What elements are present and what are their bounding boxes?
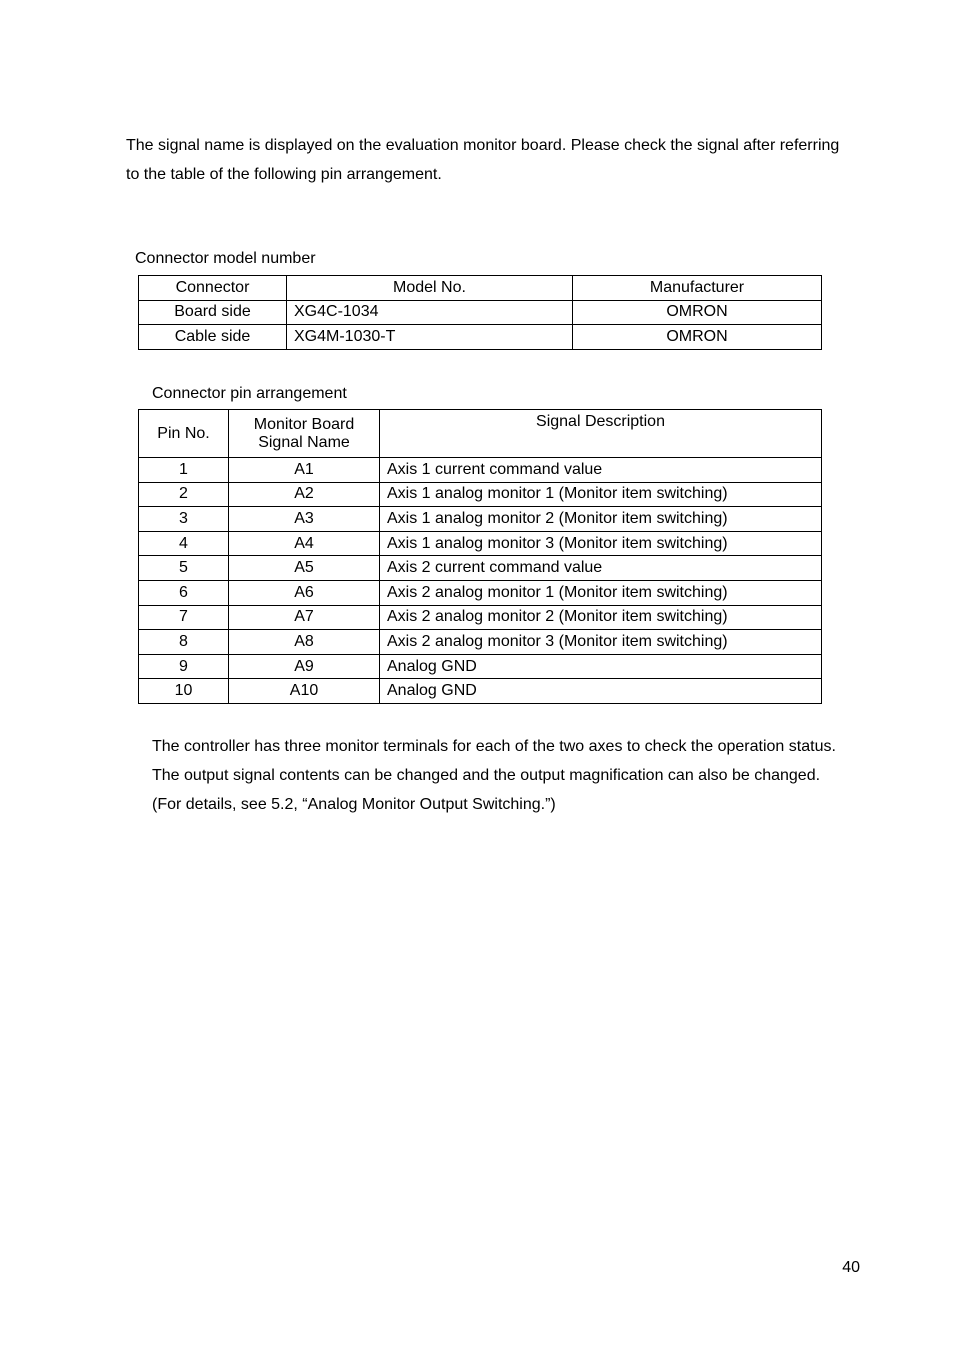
table-cell: Axis 1 analog monitor 3 (Monitor item switching) xyxy=(380,531,822,556)
table-cell: A5 xyxy=(229,556,380,581)
table-cell: Axis 1 analog monitor 2 (Monitor item switching) xyxy=(380,507,822,532)
connector-model-table xyxy=(138,275,822,350)
table-cell: A7 xyxy=(229,605,380,630)
table-row xyxy=(139,300,822,325)
table-cell: 8 xyxy=(139,630,229,655)
table-cell: A8 xyxy=(229,630,380,655)
header-cell: Model No. xyxy=(287,276,573,301)
connector-model-caption: Connector model number xyxy=(135,250,316,267)
footer-line: The output signal contents can be changed and the output magnification can also be changed. xyxy=(152,767,821,784)
header-cell: Signal Description xyxy=(380,410,822,458)
table-row xyxy=(139,605,822,630)
table-row xyxy=(139,531,822,556)
table-cell: Axis 2 analog monitor 1 (Monitor item switching) xyxy=(380,580,822,605)
table-cell: 10 xyxy=(139,679,229,704)
table-cell: Axis 2 current command value xyxy=(380,556,822,581)
table-row xyxy=(139,630,822,655)
table-cell: 7 xyxy=(139,605,229,630)
table-row xyxy=(139,580,822,605)
table-cell: Axis 2 analog monitor 2 (Monitor item switching) xyxy=(380,605,822,630)
header-cell: Manufacturer xyxy=(573,276,822,301)
header-line: Signal Name xyxy=(258,433,350,451)
table-cell: XG4C-1034 xyxy=(287,300,573,325)
table-row xyxy=(139,482,822,507)
table-cell: 5 xyxy=(139,556,229,581)
table-header-row xyxy=(139,410,822,458)
table-cell: A4 xyxy=(229,531,380,556)
table-cell: A10 xyxy=(229,679,380,704)
table-cell: 4 xyxy=(139,531,229,556)
table-cell: OMRON xyxy=(573,300,822,325)
footer-line: (For details, see 5.2, “Analog Monitor Output Switching.”) xyxy=(152,796,556,813)
table-cell: 3 xyxy=(139,507,229,532)
table-cell: A6 xyxy=(229,580,380,605)
table-cell: OMRON xyxy=(573,325,822,350)
table-cell: A2 xyxy=(229,482,380,507)
table-cell: Analog GND xyxy=(380,654,822,679)
table-cell: Analog GND xyxy=(380,679,822,704)
table-cell: Axis 1 analog monitor 1 (Monitor item switching) xyxy=(380,482,822,507)
header-cell: Pin No. xyxy=(139,410,229,458)
table-cell: Cable side xyxy=(139,325,287,350)
footer-line: The controller has three monitor terminals for each of the two axes to check the operation status. xyxy=(152,738,836,755)
intro-line: The signal name is displayed on the evaluation monitor board. Please check the signal after referring xyxy=(126,137,840,154)
intro-paragraph xyxy=(126,131,906,189)
header-line: Monitor Board xyxy=(253,415,355,433)
table-cell: 1 xyxy=(139,458,229,483)
header-cell: Connector xyxy=(139,276,287,301)
pin-arrangement-table xyxy=(138,409,822,704)
table-row xyxy=(139,556,822,581)
header-cell xyxy=(229,410,380,458)
table-row xyxy=(139,654,822,679)
table-cell: Axis 1 current command value xyxy=(380,458,822,483)
table-cell: Board side xyxy=(139,300,287,325)
table-header-row xyxy=(139,276,822,301)
pin-arrangement-caption: Connector pin arrangement xyxy=(152,385,347,402)
table-row xyxy=(139,507,822,532)
table-cell: XG4M-1030-T xyxy=(287,325,573,350)
page-number: 40 xyxy=(842,1259,860,1276)
intro-line: to the table of the following pin arrangement. xyxy=(126,166,442,183)
table-row xyxy=(139,679,822,704)
table-cell: A1 xyxy=(229,458,380,483)
table-cell: 2 xyxy=(139,482,229,507)
table-cell: 6 xyxy=(139,580,229,605)
table-cell: A3 xyxy=(229,507,380,532)
table-row xyxy=(139,458,822,483)
table-cell: Axis 2 analog monitor 3 (Monitor item switching) xyxy=(380,630,822,655)
footer-paragraph xyxy=(152,732,912,819)
table-cell: 9 xyxy=(139,654,229,679)
table-row xyxy=(139,325,822,350)
table-cell: A9 xyxy=(229,654,380,679)
